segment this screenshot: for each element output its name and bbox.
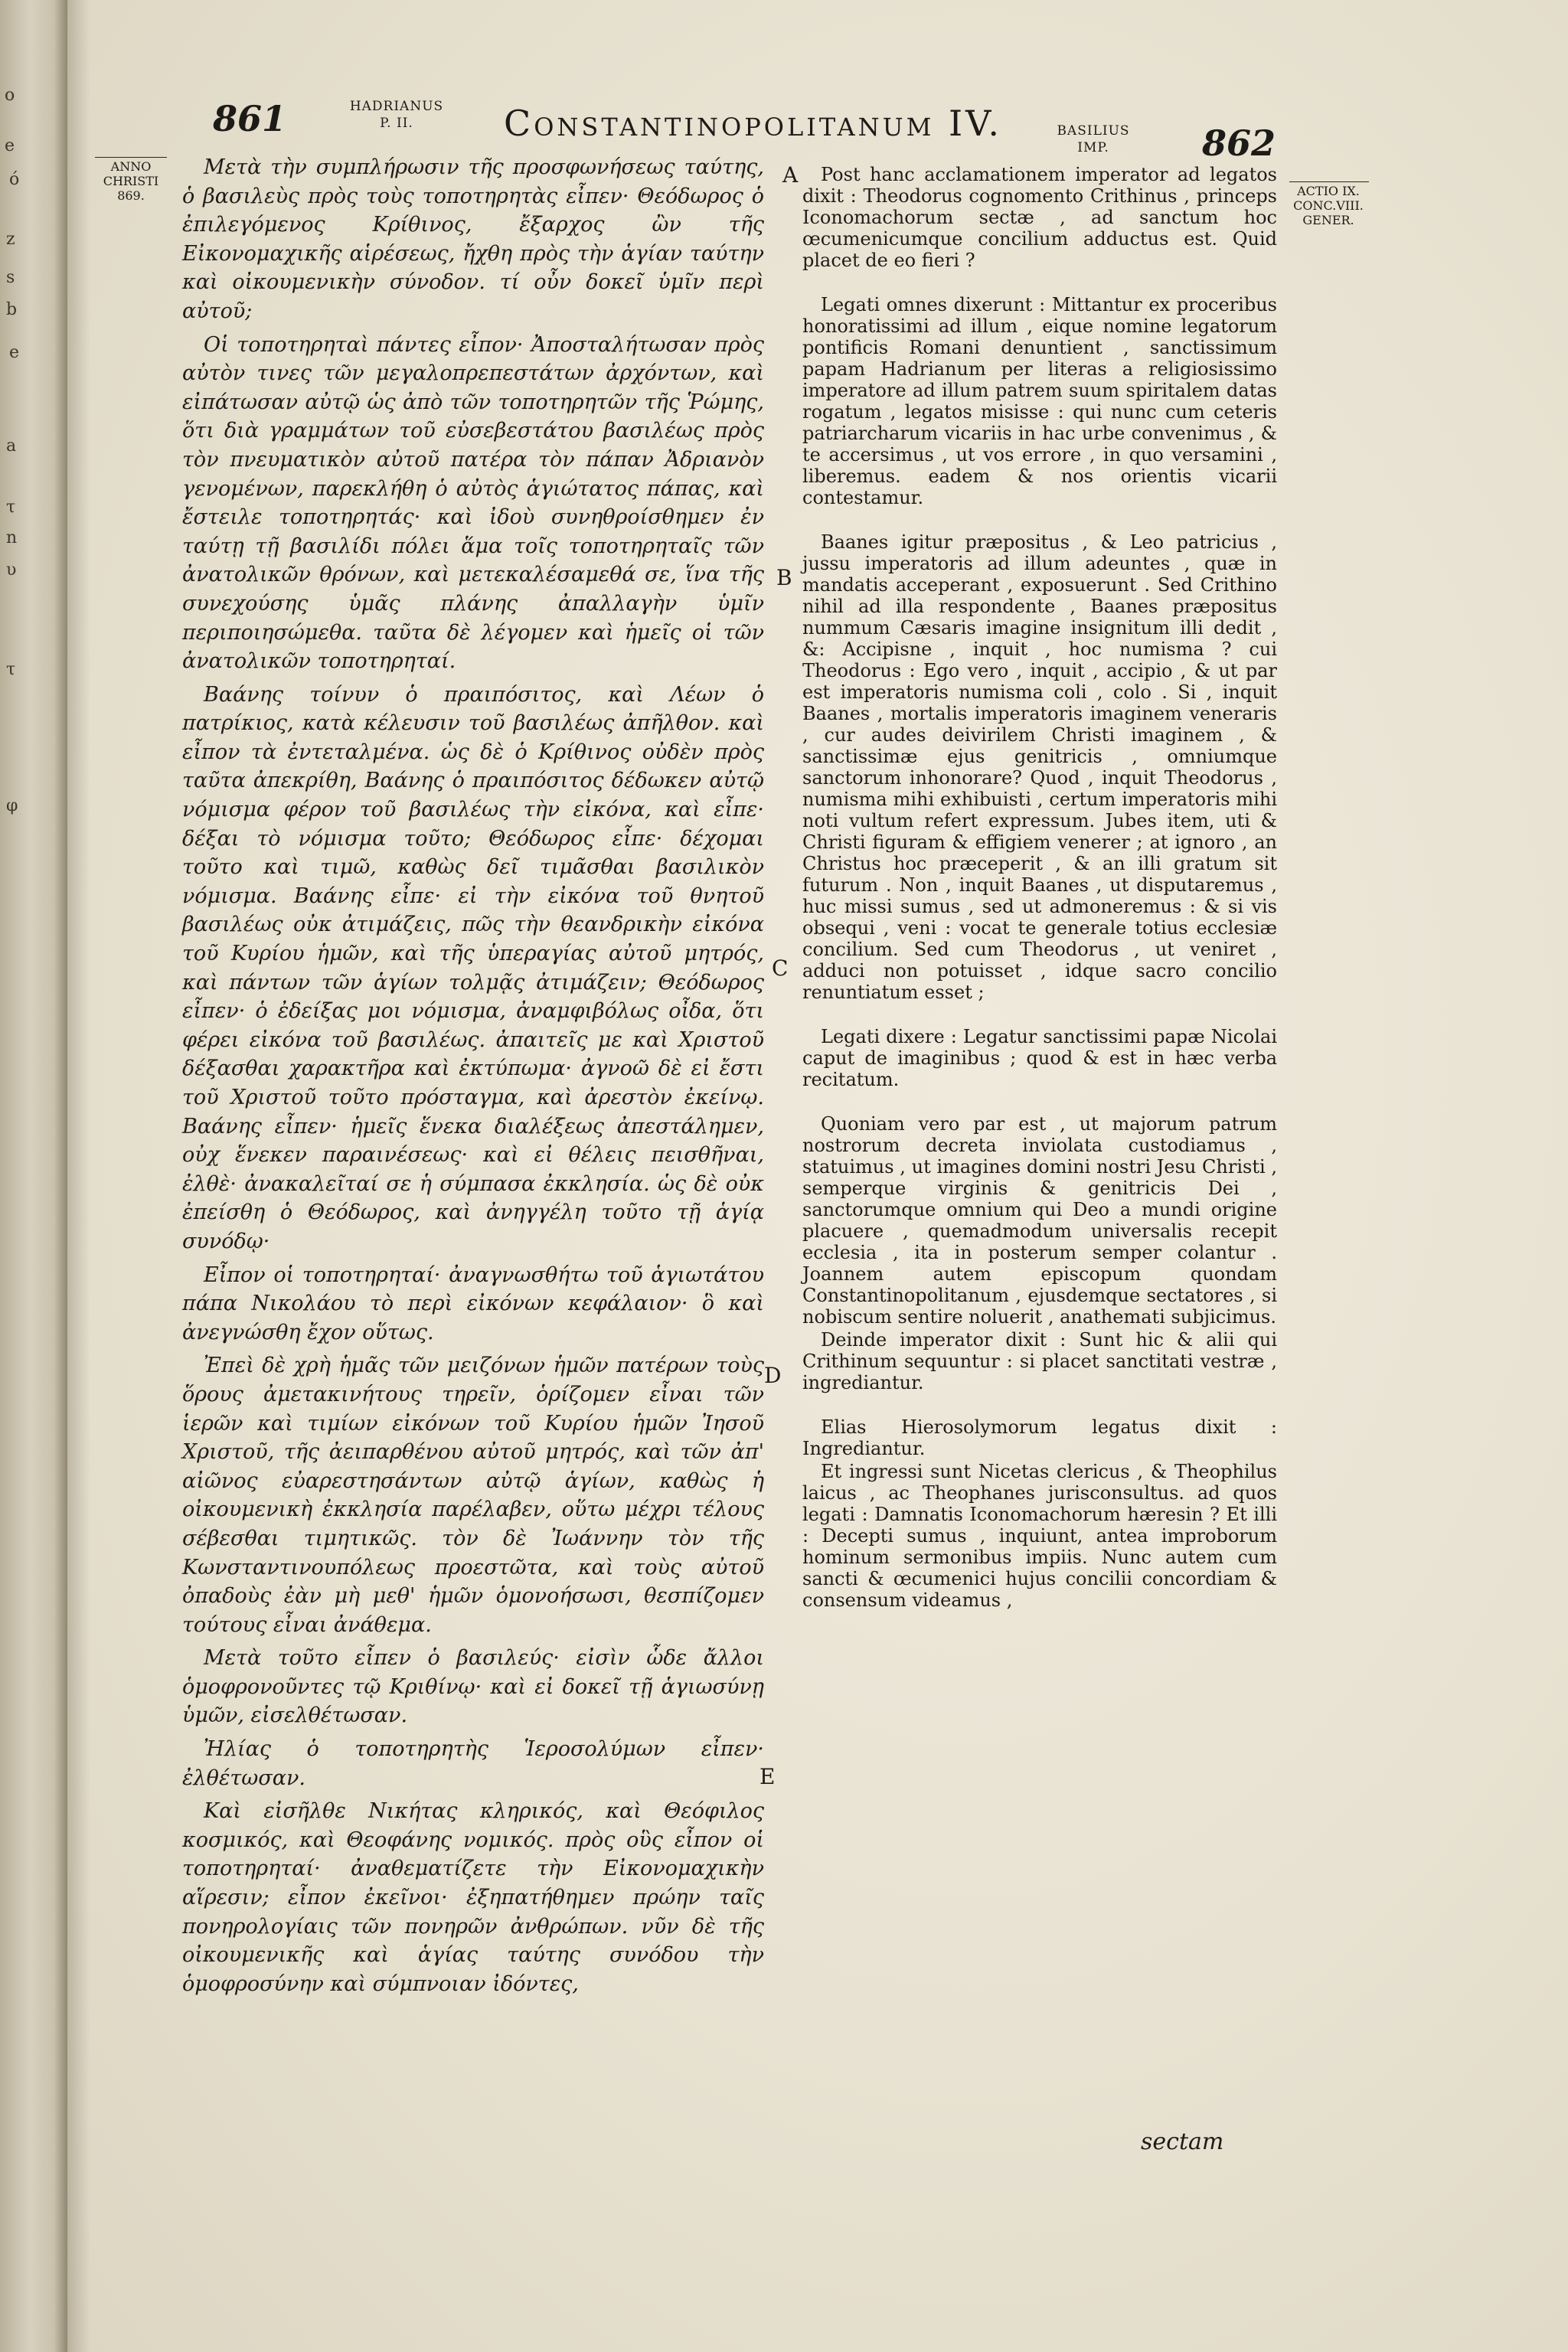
catchword: sectam	[1141, 2128, 1224, 2155]
latin-paragraph: Elias Hierosolymorum legatus dixit : Ingrediantur.	[802, 1416, 1277, 1459]
greek-paragraph: Ἠλίας ὁ τοποτηρητὴς Ἱεροσολύμων εἶπεν· ἐλθέτωσαν.	[182, 1737, 764, 1790]
spine-mark: n	[6, 528, 18, 547]
spine-mark: τ	[6, 498, 16, 517]
section-marker: C	[772, 956, 789, 981]
margin-rule	[95, 157, 167, 158]
running-head-pope-number: P. II.	[380, 116, 413, 131]
spine-mark: e	[9, 343, 20, 362]
latin-paragraph: Legati omnes dixerunt : Mittantur ex proceribus honoratissimi ad illum , eique nomine legatorum pontificis Romani denuntient , sanctissimum papam Hadrianum per literas a religiosissimo imperatore ad illum patrem suum spiritalem datas rogatum , legatos misisse : qui nunc cum ceteris patriarcharum vicariis in hac urbe convenimus , & te accersimus , ut vos errore , in quo versamini , liberemus. eadem & nos orientis vicarii contestamur.	[802, 294, 1277, 508]
greek-paragraph: Οἱ τοποτηρηταὶ πάντες εἶπον· Ἀποσταλήτωσαν πρὸς αὐτὸν τινες τῶν μεγαλοπρεπεστάτων ἀρχόντων, καὶ εἰπάτωσαν αὐτῷ ὡς ἀπὸ τῶν τοποτηρητῶν τῆς Ῥώμης, ὅτι διὰ γραμμάτων τοῦ εὐσεβεστάτου βασιλέως πρὸς τὸν πνευματικὸν αὐτοῦ πατέρα τὸν πάπαν Ἀδριανὸν γενομένων, παρεκλήθη ὁ αὐτὸς ἁγιώτατος πάπας, καὶ ἔστειλε τοποτηρητάς· καὶ ἰδοὺ συνηθροίσθημεν ἐν ταύτῃ τῇ βασιλίδι πόλει ἅμα τοῖς τοποτηρηταῖς τῶν ἀνατολικῶν θρόνων, καὶ μετεκαλέσαμεθά σε, ἵνα τῆς συνεχούσης ὑμᾶς πλάνης ἀπαλλαγὴν ὑμῖν περιποιησώμεθα. ταῦτα δὲ λέγομεν καὶ ἡμεῖς οἱ τῶν ἀνατολικῶν τοποτηρηταί.	[182, 332, 764, 674]
latin-paragraph: Deinde imperator dixit : Sunt hic & alii qui Crithinum sequuntur : si placet sanctitati vestræ , ingrediantur.	[802, 1329, 1277, 1393]
latin-paragraph: Post hanc acclamationem imperator ad legatos dixit : Theodorus cognomento Crithinus , princeps Iconomachorum sectæ , ad sanctum hoc œcumenicumque concilium adductus est. Quid placet de eo fieri ?	[802, 164, 1277, 271]
running-head-emperor	[1040, 122, 1147, 156]
spine-mark: e	[5, 136, 15, 155]
running-head-emperor-name: BASILIUS	[1057, 123, 1130, 139]
margin-year-line: CHRISTI	[103, 174, 159, 188]
greek-paragraph: Ἐπεὶ δὲ χρὴ ἡμᾶς τῶν μειζόνων ἡμῶν πατέρων τοὺς ὅρους ἀμετακινήτους τηρεῖν, ὁρίζομεν εἶναι τῶν ἱερῶν καὶ τιμίων εἰκόνων τοῦ Κυρίου ἡμῶν Ἰησοῦ Χριστοῦ, τῆς ἀειπαρθένου αὐτοῦ μητρός, καὶ τῶν ἀπ' αἰῶνος εὐαρεστησάντων αὐτῷ ἁγίων, καθὼς ἡ οἰκουμενικὴ ἐκκλησία παρέλαβεν, οὕτω μέχρι τέλους σέβεσθαι τιμητικῶς. τὸν δὲ Ἰωάννην τὸν τῆς Κωνσταντινουπόλεως προεστῶτα, καὶ τοὺς αὐτοῦ ὀπαδοὺς ἐὰν μὴ μεθ' ἡμῶν ὁμονοήσωσι, θεσπίζομεν τούτους εἶναι ἀνάθεμα.	[182, 1354, 764, 1637]
running-head-pope	[343, 98, 450, 132]
latin-paragraph: Et ingressi sunt Nicetas clericus , & Theophilus laicus , ac Theophanes jurisconsultus. ad quos legati : Damnatis Iconomachorum hæresin ? Et illi : Decepti sumus , inquiunt, antea improborum hominum sermonibus impiis. Nunc autem cum sancti & œcumenici hujus concilii concordiam & consensum videamus ,	[802, 1461, 1277, 1611]
running-head-pope-name: HADRIANUS	[349, 99, 444, 114]
book-page	[67, 0, 1568, 2352]
facing-page-edge	[0, 0, 67, 2352]
latin-paragraph: Baanes igitur præpositus , & Leo patricius , jussu imperatoris ad illum adeuntes , quæ in mandatis acceperant , exposuerunt . Sed Crithino nihil ad illa respondente , Baanes præpositus nummum Cæsaris imagine insignitum illi dedit , &: Accipisne , inquit , hoc numisma ? cui Theodorus : Ego vero , inquit , accipio , & ut par est imperatoris numisma coli , colo . Si , inquit Baanes , mortalis imperatoris imaginem veneraris , cur audes deivirilem Christi imaginem , & sanctissimæ ejus genitricis , omniumque sanctorum inhonorare? Quod , inquit Theodorus , numisma mihi exhibuisti , certum imperatoris mihi noti vultum refert expressum. Jubes item, uti & Christi figuram & effigiem venerer ; at ignoro , an Christus hoc præceperit , & an illi gratum sit futurum . Non , inquit Baanes , ut disputaremus , huc missi sumus , sed ut admoneremus : & si vis obsequi , veni : vocat te generale totius ecclesiæ concilium. Sed cum Theodorus , ut veniret , adduci non potuisset , idque sacro concilio renuntiatum esset ;	[802, 531, 1277, 1003]
margin-session-line: ACTIO IX.	[1297, 184, 1360, 198]
greek-paragraph: Καὶ εἰσῆλθε Νικήτας κληρικός, καὶ Θεόφιλος κοσμικός, καὶ Θεοφάνης νομικός. πρὸς οὓς εἶπον οἱ τοποτηρηταί· ἀναθεματίζετε τὴν Εἰκονομαχικὴν αἵρεσιν; εἶπον ἐκεῖνοι· ἐξηπατήθημεν πρώην ταῖς πονηρολογίαις τῶν πονηρῶν ἀνθρώπων. νῦν δὲ τῆς οἰκουμενικῆς καὶ ἁγίας ταύτης συνόδου τὴν ὁμοφροσύνην καὶ σύμπνοιαν ἰδόντες,	[182, 1799, 764, 1996]
latin-paragraph: Quoniam vero par est , ut majorum patrum nostrorum decreta inviolata custodiamus , statuimus , ut imagines domini nostri Jesu Christi , semperque virginis & genitricis Dei , sanctorumque omnium qui Deo a mundi origine placuere , quemadmodum universalis recepit ecclesia , ita in posterum semper colantur . Joannem autem episcopum quondam Constantinopolitanum , ejusdemque sectatores , si nobiscum sentire noluerit , anathemati subjicimus.	[802, 1113, 1277, 1328]
section-marker: A	[782, 162, 799, 188]
spine-mark: s	[6, 268, 15, 287]
page-number-left: 861	[213, 98, 287, 139]
spine-mark: τ	[6, 660, 16, 679]
spine-mark: φ	[6, 796, 18, 815]
page-title: Constantinopolitanum IV.	[504, 103, 1002, 144]
running-head-emperor-title: IMP.	[1077, 140, 1109, 155]
margin-rule	[1289, 181, 1369, 182]
section-marker: B	[776, 565, 792, 590]
section-marker: E	[760, 1764, 776, 1789]
margin-session-line: CONC.VIII.	[1293, 198, 1364, 213]
margin-session-line: GENER.	[1302, 213, 1354, 227]
page-number-right: 862	[1202, 122, 1276, 164]
spine-mark: a	[6, 436, 17, 456]
spine-mark: b	[6, 300, 18, 319]
margin-year-line: 869.	[117, 188, 145, 203]
section-marker: D	[764, 1363, 782, 1388]
greek-column	[182, 153, 764, 1998]
greek-paragraph: Μετὰ τοῦτο εἶπεν ὁ βασιλεύς· εἰσὶν ὧδε ἄλλοι ὁμοφρονοῦντες τῷ Κριθίνῳ· καὶ εἰ δοκεῖ τῇ ἁγιωσύνῃ ὑμῶν, εἰσελθέτωσαν.	[182, 1646, 764, 1728]
latin-column	[802, 164, 1277, 1611]
margin-note-year	[93, 159, 168, 203]
greek-paragraph: Εἶπον οἱ τοποτηρηταί· ἀναγνωσθήτω τοῦ ἁγιωτάτου πάπα Νικολάου τὸ περὶ εἰκόνων κεφάλαιον· ὃ καὶ ἀνεγνώσθη ἔχον οὕτως.	[182, 1263, 764, 1344]
spine-mark: υ	[6, 560, 17, 580]
margin-note-session	[1286, 184, 1370, 227]
spine-mark: ó	[9, 170, 20, 189]
spine-mark: z	[6, 230, 15, 249]
greek-paragraph: Μετὰ τὴν συμπλήρωσιν τῆς προσφωνήσεως ταύτης, ὁ βασιλεὺς πρὸς τοὺς τοποτηρητὰς εἶπεν· Θεόδωρος ὁ ἐπιλεγόμενος Κρίθινος, ἔξαρχος ὢν τῆς Εἰκονομαχικῆς αἱρέσεως, ἤχθη πρὸς τὴν ἁγίαν ταύτην καὶ οἰκουμενικὴν σύνοδον. τί οὖν δοκεῖ ὑμῖν περὶ αὐτοῦ;	[182, 155, 764, 323]
margin-year-line: ANNO	[110, 159, 152, 174]
greek-paragraph: Βαάνης τοίνυν ὁ πραιπόσιτος, καὶ Λέων ὁ πατρίκιος, κατὰ κέλευσιν τοῦ βασιλέως ἀπῆλθον. καὶ εἶπον τὰ ἐντεταλμένα. ὡς δὲ ὁ Κρίθινος οὐδὲν πρὸς ταῦτα ἀπεκρίθη, Βαάνης ὁ πραιπόσιτος δέδωκεν αὐτῷ νόμισμα φέρον τοῦ βασιλέως τὴν εἰκόνα, καὶ εἶπε· δέξαι τὸ νόμισμα τοῦτο; Θεόδωρος εἶπε· δέχομαι τοῦτο καὶ τιμῶ, καθὼς δεῖ τιμᾶσθαι βασιλικὸν νόμισμα. Βαάνης εἶπε· εἰ τὴν εἰκόνα τοῦ θνητοῦ βασιλέως οὐκ ἀτιμάζεις, πῶς τὴν θεανδρικὴν εἰκόνα τοῦ Κυρίου ἡμῶν, καὶ τῆς ὑπεραγίας αὐτοῦ μητρός, καὶ πάντων τῶν ἁγίων τολμᾷς ἀτιμάζειν; Θεόδωρος εἶπεν· ὁ ἐδείξας μοι νόμισμα, ἀναμφιβόλως οἶδα, ὅτι φέρει εἰκόνα τοῦ βασιλέως. ἀπαιτεῖς με καὶ Χριστοῦ δέξασθαι χαρακτῆρα καὶ ἐκτύπωμα· ἀγνοῶ δὲ εἰ ἔστι τοῦ Χριστοῦ τοῦτο πρόσταγμα, καὶ ἀρεστὸν ἐκείνῳ. Βαάνης εἶπεν· ἡμεῖς ἕνεκα διαλέξεως ἀπεστάλημεν, οὐχ ἕνεκεν παραινέσεως· καὶ εἰ θέλεις πεισθῆναι, ἐλθὲ· ἀνακαλεῖταί σε ἡ σύμπασα ἐκκλησία. ὡς δὲ οὐκ ἐπείσθη ὁ Θεόδωρος, καὶ ἀνηγγέλη τοῦτο τῇ ἁγίᾳ συνόδῳ·	[182, 682, 764, 1253]
latin-paragraph: Legati dixere : Legatur sanctissimi papæ Nicolai caput de imaginibus ; quod & est in hæc verba recitatum.	[802, 1026, 1277, 1090]
spine-mark: o	[5, 86, 15, 105]
